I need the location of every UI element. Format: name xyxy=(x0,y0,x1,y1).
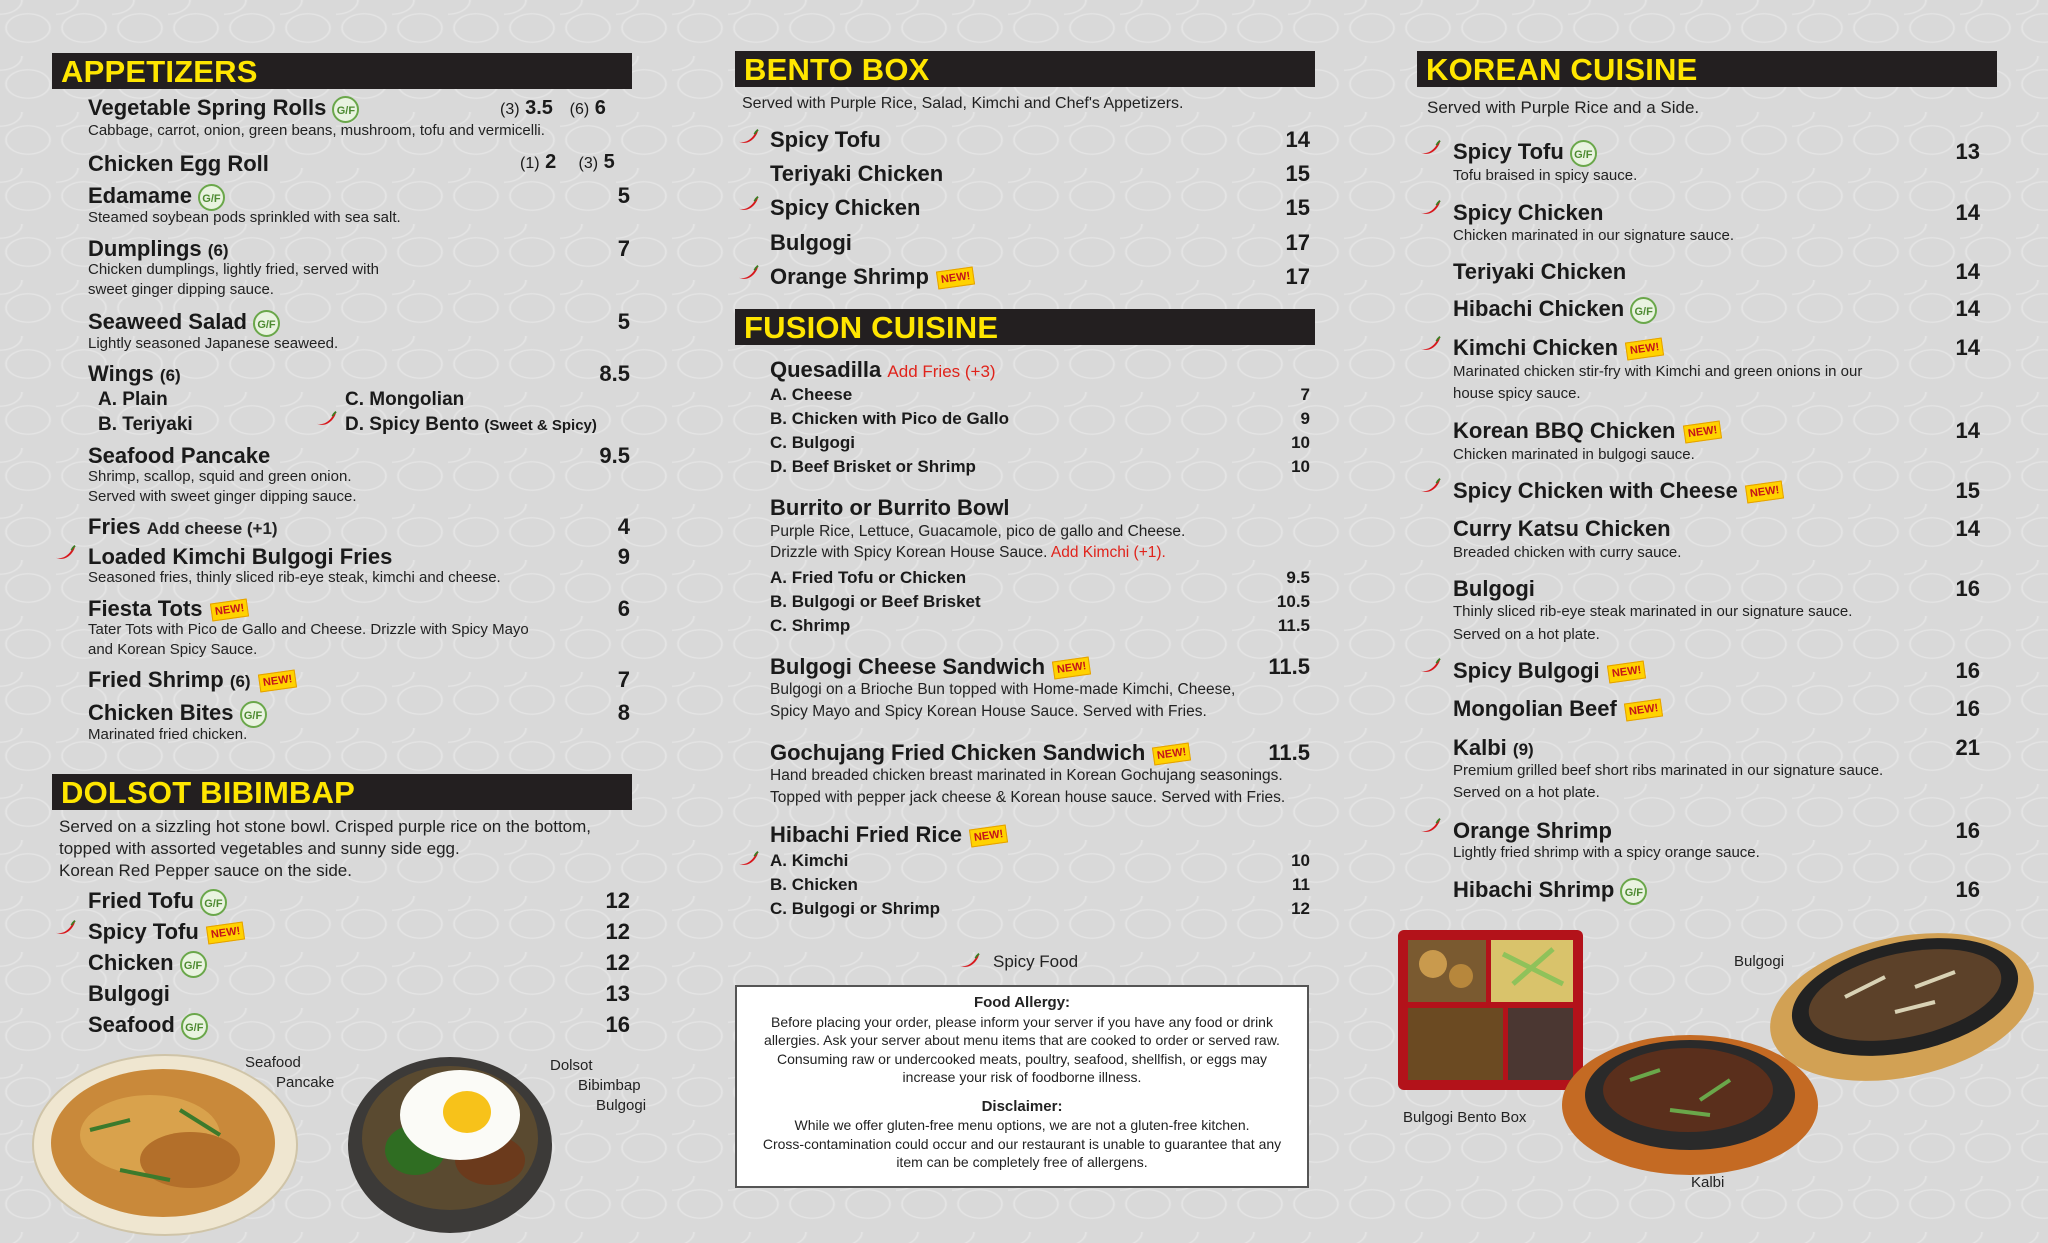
item-description: Chicken marinated in our signature sauce. xyxy=(1453,227,1734,244)
item-description: Chicken dumplings, lightly fried, served with xyxy=(88,261,379,278)
item-description: Premium grilled beef short ribs marinated in our signature sauce. xyxy=(1453,762,1884,779)
item-price: 16 xyxy=(1955,576,1980,601)
item-description: Marinated fried chicken. xyxy=(88,726,248,743)
item-price: 11.5 xyxy=(1268,740,1310,765)
item-name: Burrito or Burrito Bowl xyxy=(770,495,1010,520)
gluten-free-icon: G/F xyxy=(253,310,280,337)
bulgogi-bento-box-photo xyxy=(1393,924,1588,1094)
dolsot-title: DOLSOT BIBIMBAP xyxy=(61,775,356,810)
bento-header xyxy=(735,51,1315,87)
photo-caption: Seafood xyxy=(245,1054,301,1071)
spicy-legend: Spicy Food xyxy=(993,952,1079,971)
bento-item: Teriyaki Chicken xyxy=(770,161,944,186)
option-label: C. Shrimp xyxy=(770,616,851,635)
option-label: A. Kimchi xyxy=(770,851,849,870)
item-price: 15 xyxy=(1285,161,1310,186)
item-price: 5 xyxy=(617,183,630,208)
item-name: Hibachi Shrimp xyxy=(1453,877,1615,902)
option-label: D. Beef Brisket or Shrimp xyxy=(770,457,976,476)
photo-caption: Bulgogi xyxy=(596,1097,647,1114)
item-description: Hand breaded chicken breast marinated in Korean Gochujang seasonings. xyxy=(770,767,1283,784)
item-description: Breaded chicken with curry sauce. xyxy=(1453,544,1682,561)
item-name: Quesadilla xyxy=(770,357,882,382)
dolsot-item: Bulgogi xyxy=(88,981,170,1006)
option-price: 12 xyxy=(1291,899,1310,918)
item-name: Orange Shrimp xyxy=(1453,818,1612,843)
item-name: Kalbi xyxy=(1453,735,1507,760)
disclaimer-title: Disclaimer: xyxy=(981,1097,1063,1115)
option-price: 11.5 xyxy=(1277,616,1310,635)
new-badge: NEW! xyxy=(258,670,297,693)
new-badge: NEW! xyxy=(936,267,975,290)
item-price: 16 xyxy=(1955,877,1980,902)
item-price: 16 xyxy=(1955,696,1980,721)
dolsot-item: Fried Tofu G/F xyxy=(88,888,227,916)
item-name: Bulgogi xyxy=(1453,576,1535,601)
option-label: C. Bulgogi or Shrimp xyxy=(770,899,940,918)
item-description: and Korean Spicy Sauce. xyxy=(88,641,258,658)
item-description: Marinated chicken stir-fry with Kimchi and green onions in our xyxy=(1453,363,1863,380)
spicy-icon xyxy=(315,410,337,428)
new-badge: NEW! xyxy=(1624,699,1663,722)
item-price: 9 xyxy=(617,544,630,569)
item-name: Kimchi Chicken xyxy=(1453,335,1619,360)
item-price: 11.5 xyxy=(1268,654,1310,679)
spicy-icon xyxy=(958,952,980,970)
item-name: Fried Shrimp xyxy=(88,667,224,692)
bento-item: Spicy Chicken xyxy=(770,195,921,220)
new-badge: NEW! xyxy=(1607,661,1646,684)
option-label: A. Cheese xyxy=(770,385,853,404)
item-description: Served on a hot plate. xyxy=(1453,626,1600,643)
bento-item: Orange Shrimp xyxy=(770,264,929,289)
item-price: 8 xyxy=(617,700,630,725)
bulgogi-photo xyxy=(1765,917,2040,1087)
item-description: Thinly sliced rib-eye steak marinated in our signature sauce. xyxy=(1453,603,1853,620)
dolsot-item: Seafood G/F xyxy=(88,1012,208,1040)
fusion-title: FUSION CUISINE xyxy=(744,310,999,345)
seafood-pancake-photo xyxy=(30,1050,300,1240)
spicy-icon xyxy=(54,544,76,562)
spicy-icon xyxy=(1419,817,1441,835)
option-price: 10 xyxy=(1291,457,1310,476)
item-price: 21 xyxy=(1955,735,1980,760)
gluten-free-icon: G/F xyxy=(240,701,267,728)
korean-title: KOREAN CUISINE xyxy=(1426,52,1698,87)
gluten-free-icon: G/F xyxy=(1570,140,1597,167)
item-description: Topped with pepper jack cheese & Korean house sauce. Served with Fries. xyxy=(770,789,1286,806)
item-price: 13 xyxy=(1955,139,1980,164)
item-price: 14 xyxy=(1955,418,1980,443)
item-name: Korean BBQ Chicken xyxy=(1453,418,1676,443)
item-description: Cabbage, carrot, onion, green beans, mushroom, tofu and vermicelli. xyxy=(88,122,545,139)
item-name: Hibachi Chicken xyxy=(1453,296,1625,321)
item-description: Served on a hot plate. xyxy=(1453,784,1600,801)
option-label: A. Fried Tofu or Chicken xyxy=(770,568,967,587)
new-badge: NEW! xyxy=(1152,743,1191,766)
item-name: Spicy Bulgogi xyxy=(1453,658,1600,683)
item-price: 17 xyxy=(1285,264,1310,289)
gluten-free-icon: G/F xyxy=(181,1013,208,1040)
new-badge: NEW! xyxy=(1052,657,1091,680)
item-name: Fiesta Tots xyxy=(88,596,203,621)
photo-caption: Kalbi xyxy=(1691,1174,1725,1191)
spicy-icon xyxy=(737,850,759,868)
item-name: Seafood Pancake xyxy=(88,443,271,468)
spicy-icon xyxy=(1419,335,1441,353)
item-name: Hibachi Fried Rice xyxy=(770,822,962,847)
item-price: 8.5 xyxy=(599,361,630,386)
item-description: Tofu braised in spicy sauce. xyxy=(1453,167,1638,184)
spicy-icon xyxy=(1419,657,1441,675)
photo-caption: Bulgogi xyxy=(1734,953,1785,970)
item-description: Purple Rice, Lettuce, Guacamole, pico de gallo and Cheese. xyxy=(770,523,1186,540)
item-price: 15 xyxy=(1285,195,1310,220)
item-price: 5 xyxy=(617,309,630,334)
option-label: D. Spicy Bento xyxy=(345,414,480,435)
photo-caption: Pancake xyxy=(276,1074,335,1091)
item-name: Fries xyxy=(88,514,141,539)
add-on-note: Add Kimchi (+1). xyxy=(1050,544,1166,561)
item-description: house spicy sauce. xyxy=(1453,385,1581,402)
new-badge: NEW! xyxy=(1682,421,1721,444)
option-price: 9.5 xyxy=(1286,568,1310,587)
item-name: Edamame xyxy=(88,183,192,208)
allergy-notice: Food Allergy: Before placing your order, please inform your server if you have any food or drink allergies. Ask your server about menu items that are cooked to order or served raw. Consuming raw or undercooked meats, poultry, seafood, shellfish, or eggs may increase your risk of foodborne illness. Disclaimer: While we offer gluten-free menu options, we are not a gluten-free kitchen. Cross-contamination could occur and our restaurant is unable to guarantee that any item can be completely free of allergens. xyxy=(735,985,1309,1188)
item-name: Vegetable Spring Rolls xyxy=(88,95,327,120)
item-description: Lightly seasoned Japanese seaweed. xyxy=(88,335,339,352)
gluten-free-icon: G/F xyxy=(180,951,207,978)
item-price: 16 xyxy=(1955,818,1980,843)
item-price: 13 xyxy=(605,981,630,1006)
item-description: Chicken marinated in bulgogi sauce. xyxy=(1453,446,1695,463)
spicy-icon xyxy=(1419,199,1441,217)
item-name: Gochujang Fried Chicken Sandwich xyxy=(770,740,1146,765)
item-description: Shrimp, scallop, squid and green onion. xyxy=(88,468,352,485)
allergy-title: Food Allergy: xyxy=(973,994,1071,1011)
dolsot-header xyxy=(52,774,632,810)
item-price: 14 xyxy=(1955,296,1980,321)
option-price: 9 xyxy=(1300,409,1310,428)
photo-caption: Bulgogi Bento Box xyxy=(1403,1109,1527,1126)
item-name: Chicken Egg Roll xyxy=(88,151,269,176)
gluten-free-icon: G/F xyxy=(200,889,227,916)
item-price: 12 xyxy=(605,919,630,944)
spicy-icon xyxy=(54,919,76,937)
appetizers-title: APPETIZERS xyxy=(61,54,258,89)
section-description: Korean Red Pepper sauce on the side. xyxy=(59,861,352,880)
item-name: Dumplings xyxy=(88,236,202,261)
section-description: Served with Purple Rice and a Side. xyxy=(1427,98,1700,117)
item-description: Tater Tots with Pico de Gallo and Cheese. Drizzle with Spicy Mayo xyxy=(88,621,529,638)
item-price: 14 xyxy=(1955,259,1980,284)
option-price: 7 xyxy=(1300,385,1310,404)
appetizers-header xyxy=(52,53,632,89)
item-name: Chicken Bites xyxy=(88,700,234,725)
item-name: Seaweed Salad xyxy=(88,309,247,334)
add-on-note: Add Fries (+3) xyxy=(887,362,996,381)
gluten-free-icon: G/F xyxy=(198,184,225,211)
item-description: Spicy Mayo and Spicy Korean House Sauce. Served with Fries. xyxy=(770,703,1207,720)
item-name: Wings xyxy=(88,361,154,386)
item-price: 12 xyxy=(605,888,630,913)
bento-item: Bulgogi xyxy=(770,230,852,255)
gluten-free-icon: G/F xyxy=(1620,878,1647,905)
item-price: 15 xyxy=(1955,478,1980,503)
option-price: 10 xyxy=(1291,433,1310,452)
item-price: 16 xyxy=(605,1012,630,1037)
option-label: A. Plain xyxy=(98,389,168,410)
item-name: Spicy Chicken with Cheese xyxy=(1453,478,1738,503)
option-label: B. Chicken with Pico de Gallo xyxy=(770,409,1009,428)
new-badge: NEW! xyxy=(1625,338,1664,361)
item-description: Served with sweet ginger dipping sauce. xyxy=(88,488,357,505)
item-price: 4 xyxy=(617,514,630,539)
option-label: B. Bulgogi or Beef Brisket xyxy=(770,592,981,611)
fusion-header xyxy=(735,309,1315,345)
section-description: Served on a sizzling hot stone bowl. Crisped purple rice on the bottom, xyxy=(59,817,592,836)
option-price: 11 xyxy=(1292,875,1310,894)
item-name: Teriyaki Chicken xyxy=(1453,259,1627,284)
gluten-free-icon: G/F xyxy=(1630,297,1657,324)
photo-caption: Dolsot xyxy=(550,1057,593,1074)
new-badge: NEW! xyxy=(209,599,248,622)
item-price: 12 xyxy=(605,950,630,975)
item-name: Spicy Chicken xyxy=(1453,200,1604,225)
item-name: Spicy Tofu xyxy=(1453,139,1564,164)
korean-header xyxy=(1417,51,1997,87)
new-badge: NEW! xyxy=(969,825,1008,848)
dolsot-item: Chicken G/F xyxy=(88,950,207,978)
option-price: 10 xyxy=(1291,851,1310,870)
bento-title: BENTO BOX xyxy=(744,52,930,87)
item-name: Loaded Kimchi Bulgogi Fries xyxy=(88,544,393,569)
dolsot-bibimbap-photo xyxy=(345,1050,555,1235)
option-price: 10.5 xyxy=(1276,592,1310,611)
item-price: 14 xyxy=(1955,516,1980,541)
item-price: 6 xyxy=(617,596,630,621)
item-price: 7 xyxy=(617,236,630,261)
item-description: Steamed soybean pods sprinkled with sea salt. xyxy=(88,209,401,226)
item-description: Lightly fried shrimp with a spicy orange sauce. xyxy=(1453,844,1760,861)
item-name: Mongolian Beef xyxy=(1453,696,1617,721)
item-name: Bulgogi Cheese Sandwich xyxy=(770,654,1046,679)
spicy-icon xyxy=(1419,477,1441,495)
dolsot-item: Spicy Tofu NEW! xyxy=(88,919,244,945)
item-price: 16 xyxy=(1955,658,1980,683)
photo-caption: Bibimbap xyxy=(578,1077,641,1094)
spicy-icon xyxy=(1419,139,1441,157)
item-price: 17 xyxy=(1285,230,1310,255)
bento-item: Spicy Tofu xyxy=(770,127,881,152)
item-price: 9.5 xyxy=(599,443,630,468)
gluten-free-icon: G/F xyxy=(332,96,359,123)
option-label: B. Chicken xyxy=(770,875,858,894)
item-price: 14 xyxy=(1955,335,1980,360)
item-price: 14 xyxy=(1955,200,1980,225)
item-description: Bulgogi on a Brioche Bun topped with Home-made Kimchi, Cheese, xyxy=(770,681,1236,698)
item-price: 7 xyxy=(617,667,630,692)
spicy-icon xyxy=(737,128,759,146)
option-label: B. Teriyaki xyxy=(98,414,193,435)
item-name: Curry Katsu Chicken xyxy=(1453,516,1671,541)
section-description: Served with Purple Rice, Salad, Kimchi and Chef's Appetizers. xyxy=(742,95,1184,112)
item-description: sweet ginger dipping sauce. xyxy=(88,281,274,298)
spicy-icon xyxy=(737,264,759,282)
option-label: C. Bulgogi xyxy=(770,433,855,452)
item-price: 14 xyxy=(1285,127,1310,152)
new-badge: NEW! xyxy=(1745,481,1784,504)
spicy-icon xyxy=(737,195,759,213)
new-badge: NEW! xyxy=(206,922,245,945)
section-description: topped with assorted vegetables and sunny side egg. xyxy=(59,839,460,858)
option-label: C. Mongolian xyxy=(345,389,465,410)
item-description: Seasoned fries, thinly sliced rib-eye steak, kimchi and cheese. xyxy=(88,569,501,586)
